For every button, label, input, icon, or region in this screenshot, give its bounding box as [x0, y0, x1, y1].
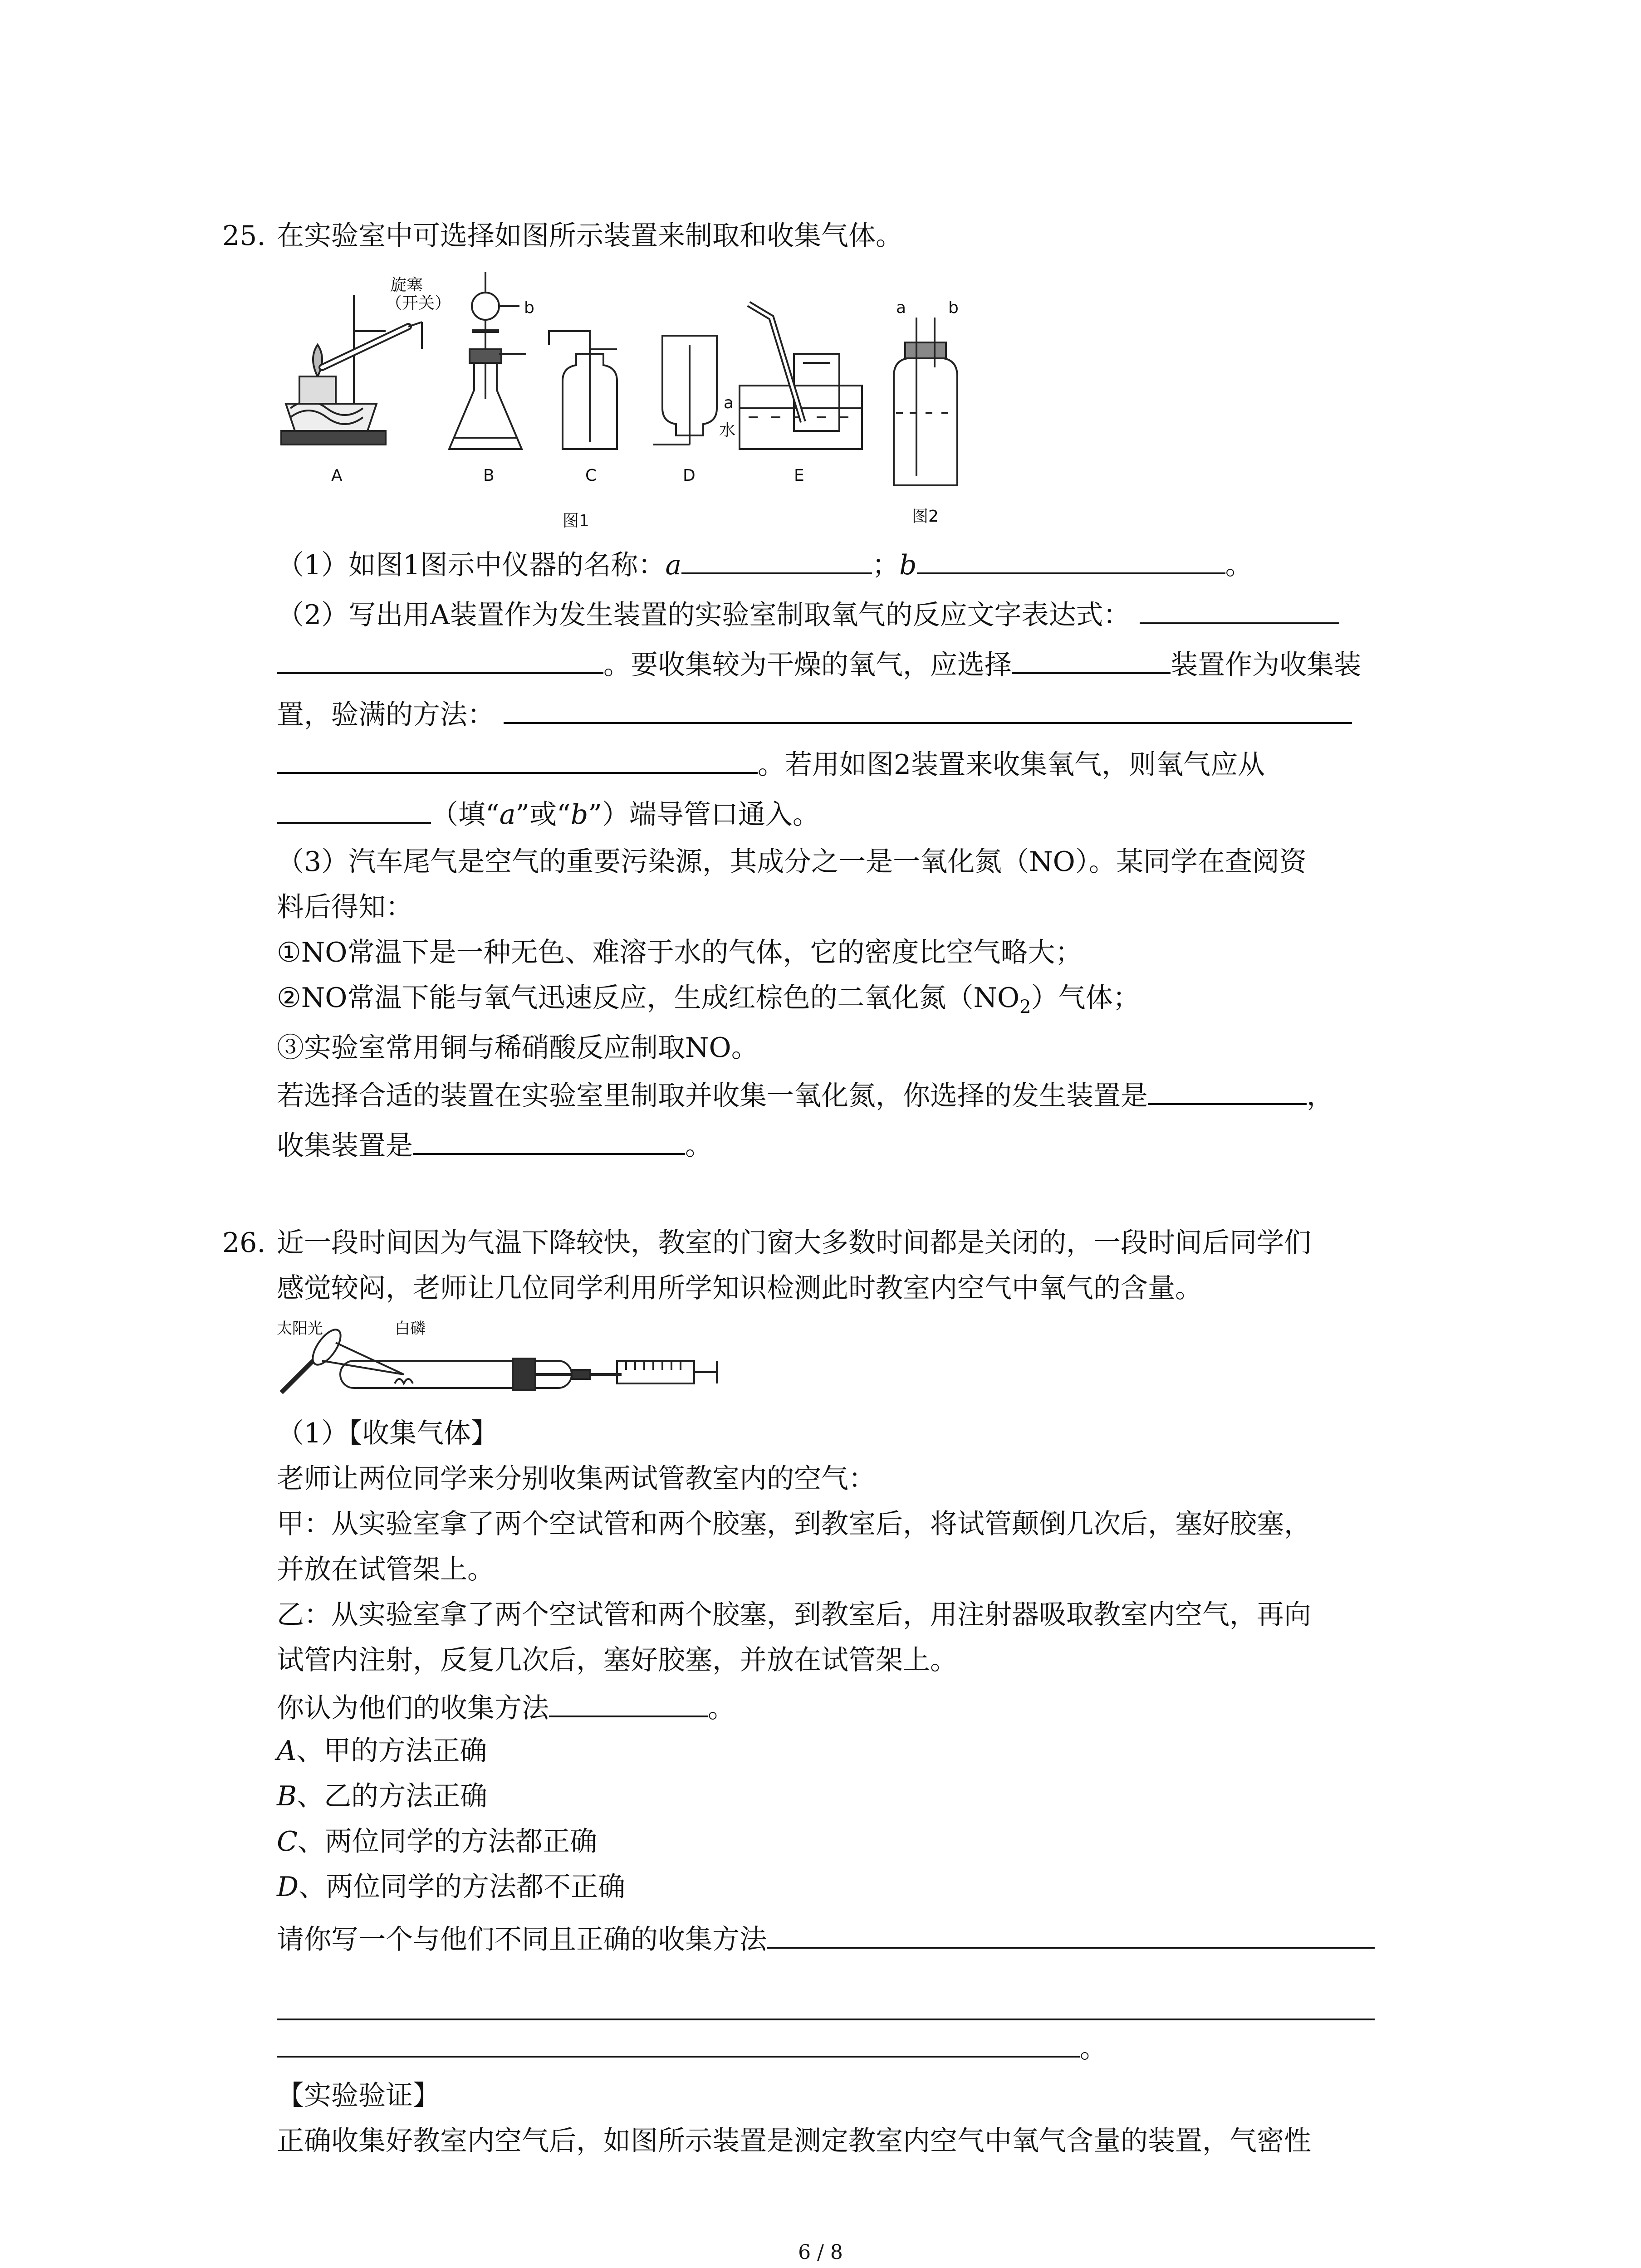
question-number-25: 25.: [222, 220, 266, 252]
svg-text:b: b: [948, 298, 959, 317]
answer-blank[interactable]: [504, 694, 1352, 724]
phosphorus-apparatus-figure: [272, 1311, 726, 1402]
device-a-icon: [281, 295, 422, 445]
answer-blank[interactable]: [277, 794, 431, 824]
question-25-stem: 在实验室中可选择如图所示装置来制取和收集气体。: [277, 220, 903, 252]
q25-info-item-3: ③实验室常用铜与稀硝酸反应制取NO。: [277, 1032, 759, 1064]
question-number-26: 26.: [222, 1227, 266, 1259]
svg-text:a: a: [896, 298, 906, 317]
q26-question-line: 你认为他们的收集方法 。: [277, 1687, 735, 1726]
q26-jia-line1: 甲：从实验室拿了两个空试管和两个胶塞，到教室后，将试管颠倒几次后，塞好胶塞，: [277, 1508, 1311, 1540]
answer-blank[interactable]: [413, 1125, 685, 1155]
svg-text:a: a: [724, 394, 734, 412]
q26-part1-intro: 老师让两位同学来分别收集两试管教室内的空气：: [277, 1463, 876, 1495]
svg-text:E: E: [794, 466, 804, 485]
answer-blank[interactable]: [277, 744, 758, 774]
q26-part1-title: （1）【收集气体】: [277, 1418, 499, 1449]
device-c-icon: [549, 331, 617, 449]
fig2-bottle-icon: [894, 318, 957, 485]
svg-text:D: D: [683, 466, 696, 485]
answer-blank[interactable]: [917, 544, 1225, 574]
apparatus-figure-25: [272, 263, 998, 540]
svg-text:A: A: [331, 466, 343, 485]
answer-blank[interactable]: [1140, 594, 1339, 624]
q25-part2-line5: （填“a”或“b”）端导管口通入。: [277, 794, 820, 833]
q25-part2-line3: 置，验满的方法：: [277, 694, 1352, 733]
svg-text:水: 水: [719, 421, 736, 440]
q26-write-method: 请你写一个与他们不同且正确的收集方法: [277, 1919, 1375, 1958]
q25-part1: （1）如图1图示中仪器的名称：a ；b 。: [277, 544, 1253, 583]
device-d-icon: [653, 336, 717, 445]
svg-text:（开关）: （开关）: [386, 294, 451, 313]
q26-verify-line1: 正确收集好教室内空气后，如图所示装置是测定教室内空气中氧气含量的装置，气密性: [277, 2125, 1311, 2157]
svg-text:旋塞: 旋塞: [390, 276, 423, 294]
device-e-icon: [740, 304, 862, 449]
q26-write-method-end: 。: [277, 2028, 1107, 2067]
q25-part3-line2: 料后得知：: [277, 891, 413, 923]
q26-jia-line2: 并放在试管架上。: [277, 1554, 495, 1585]
answer-blank[interactable]: [1012, 644, 1171, 674]
option-d[interactable]: D、两位同学的方法都不正确: [277, 1871, 626, 1903]
q26-yi-line1: 乙：从实验室拿了两个空试管和两个胶塞，到教室后，用注射器吸取教室内空气，再向: [277, 1599, 1311, 1631]
answer-blank[interactable]: [277, 2028, 1080, 2058]
answer-blank[interactable]: [549, 1687, 708, 1717]
question-26-stem-line2: 感觉较闷，老师让几位同学利用所学知识检测此时教室内空气中氧气的含量。: [277, 1272, 1202, 1304]
q25-part3-line4: 收集装置是 。: [277, 1125, 712, 1164]
answer-blank[interactable]: [767, 1919, 1375, 1949]
svg-text:B: B: [483, 466, 495, 485]
svg-text:白磷: 白磷: [395, 1320, 426, 1338]
answer-blank[interactable]: [1148, 1075, 1307, 1105]
syringe-icon: [617, 1361, 717, 1383]
device-b-icon: [449, 272, 526, 449]
svg-text:图2: 图2: [912, 507, 939, 526]
q26-verify-title: 【实验验证】: [277, 2080, 440, 2112]
q25-part2-line4: 。若用如图2装置来收集氧气，则氧气应从: [277, 744, 1265, 783]
q25-info-item-2: ②NO常温下能与氧气迅速反应，生成红棕色的二氧化氮$(NO_2)$气体；: [277, 982, 1140, 1017]
option-b[interactable]: B、乙的方法正确: [277, 1780, 488, 1812]
option-a[interactable]: A、甲的方法正确: [277, 1735, 487, 1767]
answer-blank[interactable]: [681, 544, 872, 574]
svg-text:b: b: [524, 298, 534, 317]
q25-part2-line2: 。要收集较为干燥的氧气，应选择 装置作为收集装: [277, 644, 1361, 683]
answer-blank[interactable]: [277, 644, 603, 674]
q26-yi-line2: 试管内注射，反复几次后，塞好胶塞，并放在试管架上。: [277, 1644, 957, 1676]
q25-part3-line3: 若选择合适的装置在实验室里制取并收集一氧化氮，你选择的发生装置是 ，: [277, 1075, 1334, 1114]
q25-part2-line1: （2）写出用A装置作为发生装置的实验室制取氧气的反应文字表达式：: [277, 594, 1339, 633]
question-26-stem-line1: 近一段时间因为气温下降较快，教室的门窗大多数时间都是关闭的，一段时间后同学们: [277, 1227, 1311, 1259]
answer-blank-line[interactable]: [277, 2019, 1375, 2020]
q25-info-item-1: ①NO常温下是一种无色、难溶于水的气体，它的密度比空气略大；: [277, 937, 1083, 968]
stopper-icon: [513, 1359, 535, 1390]
svg-text:C: C: [585, 466, 597, 485]
page-number: 6 / 8: [798, 2241, 843, 2264]
option-c[interactable]: C、两位同学的方法都正确: [277, 1826, 597, 1857]
q25-part3-line1: （3）汽车尾气是空气的重要污染源，其成分之一是一氧化氮（NO）。某同学在查阅资: [277, 846, 1307, 878]
svg-text:图1: 图1: [563, 512, 589, 530]
svg-text:太阳光: 太阳光: [277, 1320, 323, 1338]
